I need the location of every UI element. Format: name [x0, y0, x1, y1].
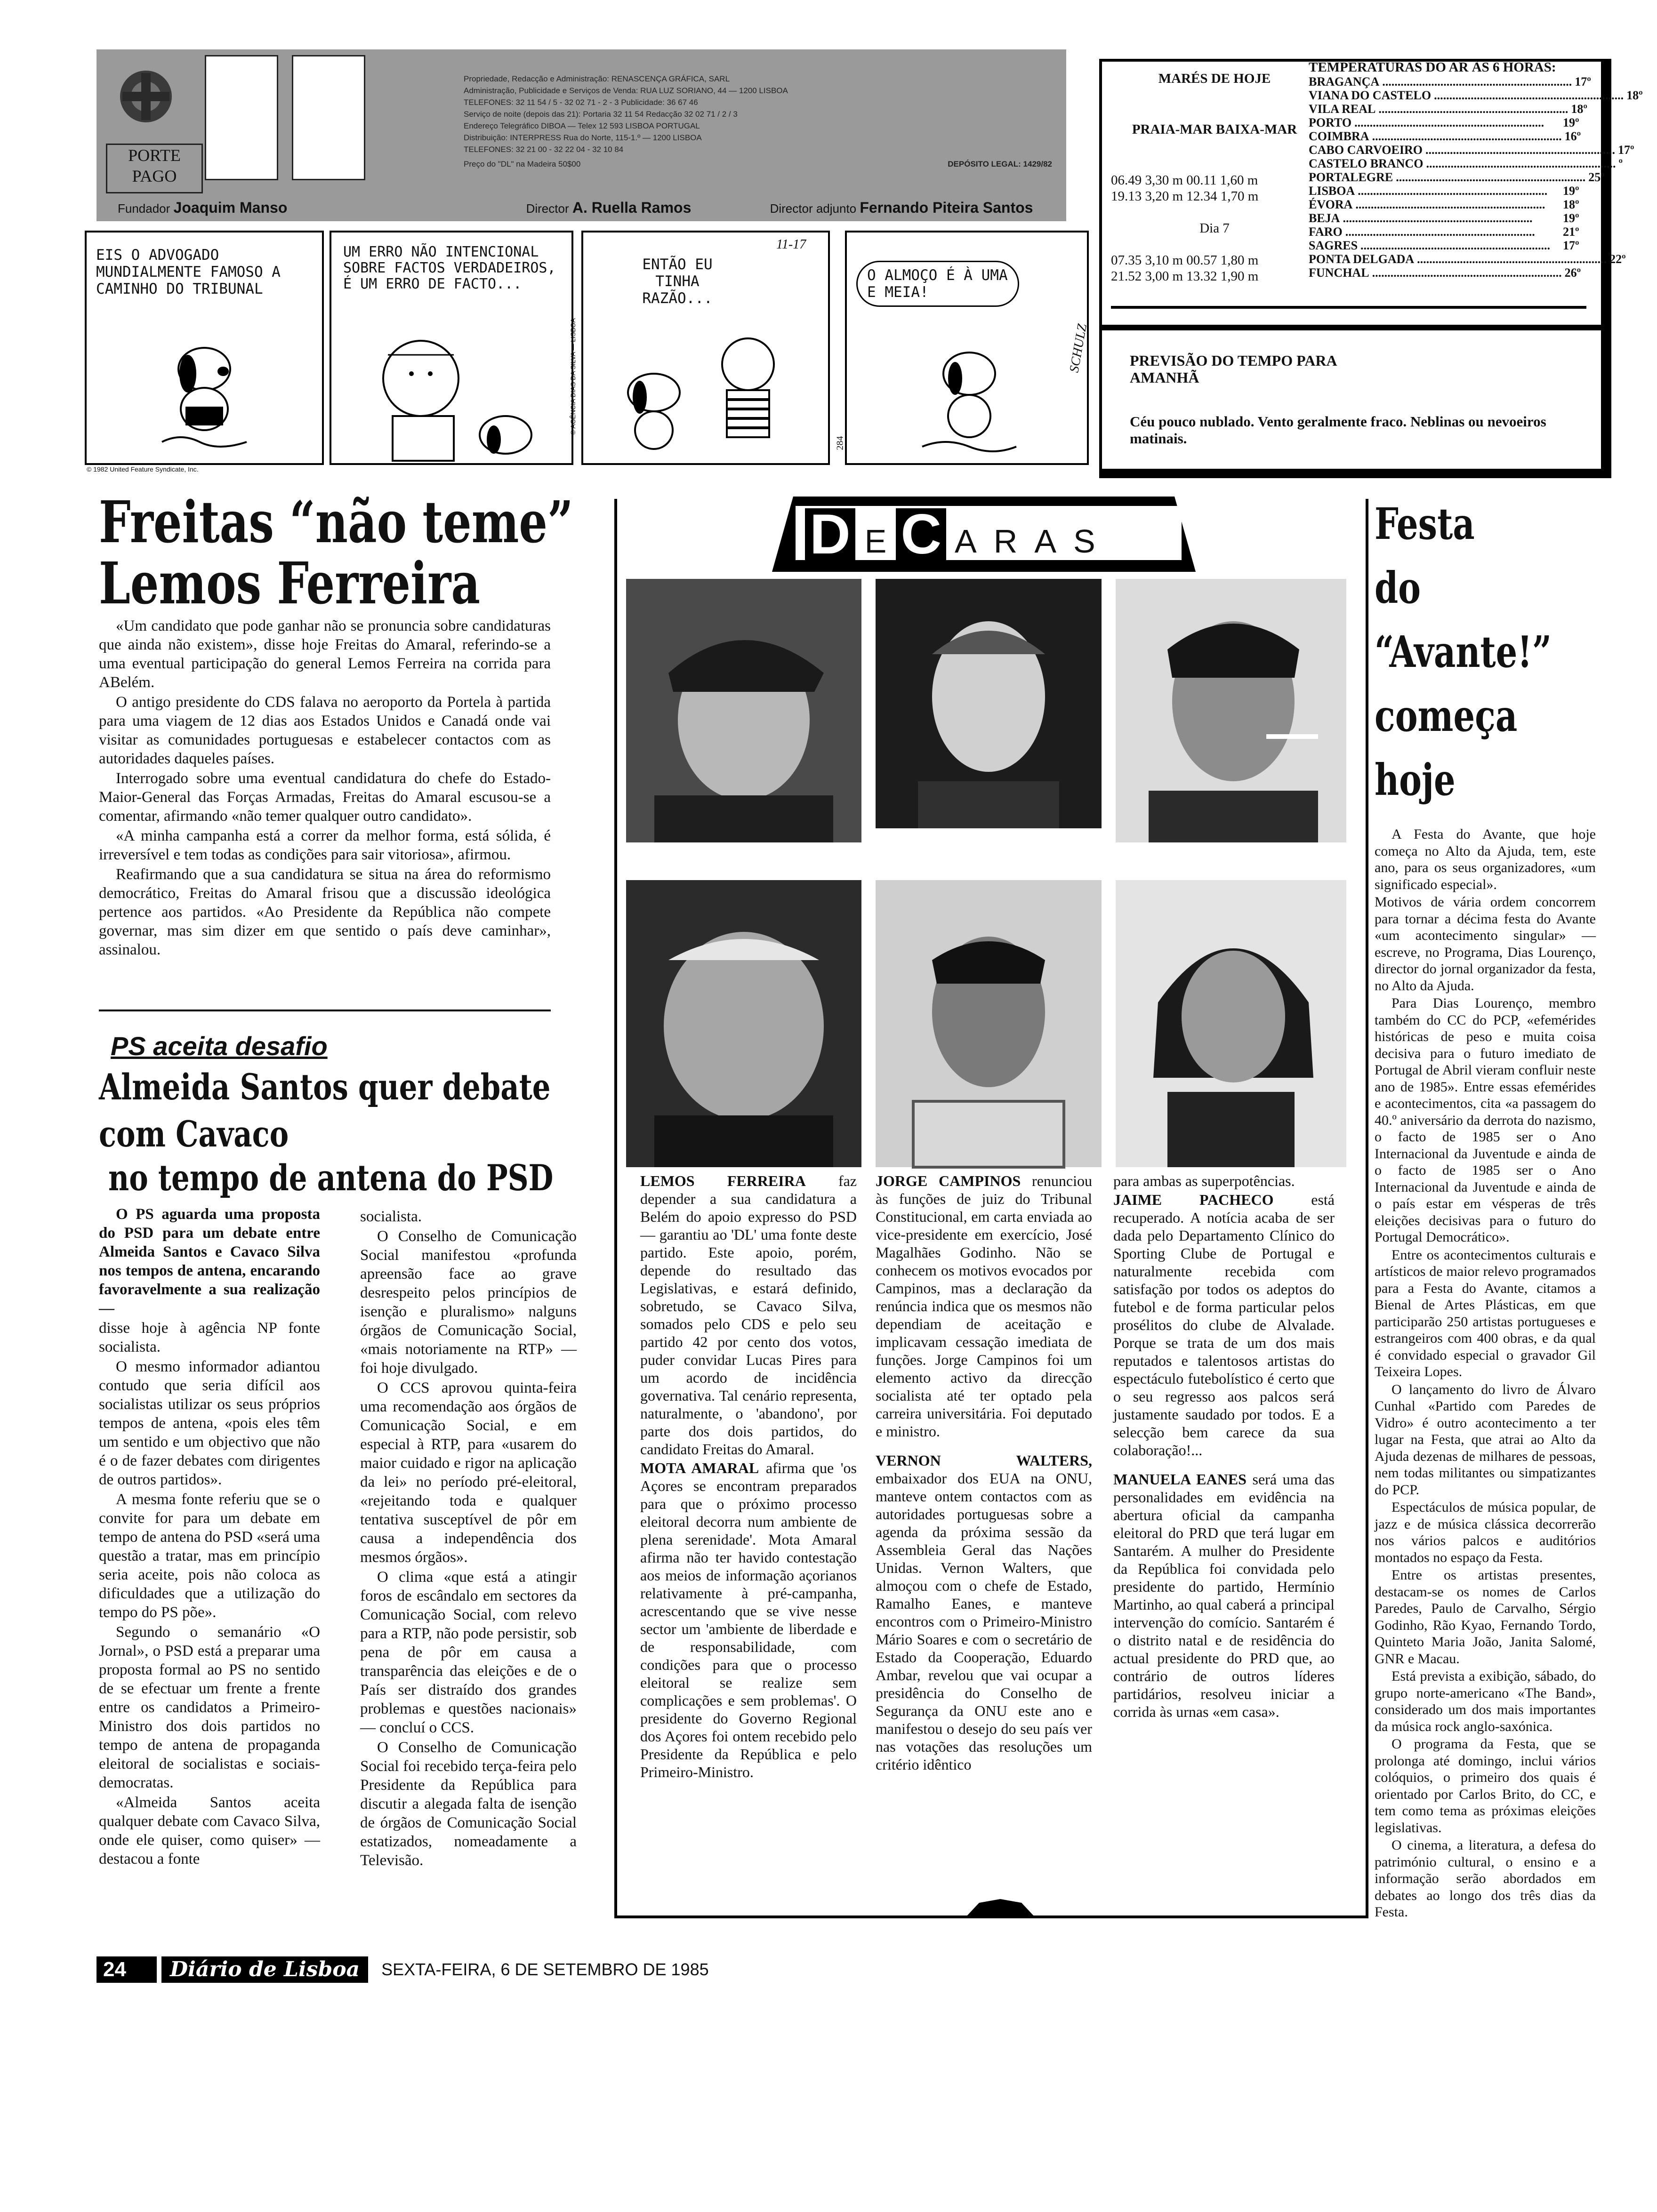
temperature-value: 19º [1563, 116, 1579, 129]
headline-line: “Avante!” [1375, 626, 1552, 677]
person-name: LEMOS FERREIRA [640, 1172, 806, 1189]
paragraph: O CCS aprovou quinta-feira uma recomendação aos órgãos de Comunicação Social, e em especial à RTP, para «usarem do maior cuidado e rigor na aplicação da lei» no período pré-eleitoral, «rejeitando toda e qualquer tentativa susceptível de pôr em causa a independência dos mesmos órgãos». [360, 1379, 577, 1566]
leader-dots: .............................................................. [1378, 102, 1569, 116]
temperature-value: 17º [1617, 143, 1634, 157]
paragraph: «A minha campanha está a correr da melhor forma, está sólida, é irreversível e tem todas as condições para sair vitoriosa», afirmou. [99, 827, 551, 863]
freitas-body [99, 617, 551, 960]
city-name: LISBOA [1309, 184, 1355, 198]
lead: O PS aguarda uma proposta do PSD para um debate entre Almeida Santos e Cavaco Silva nos tempos de antena, encarando favoravelmente a sua realização — [99, 1206, 320, 1317]
photo-mota-amaral [626, 880, 861, 1167]
paragraph: «Almeida Santos aceita qualquer debate com Cavaco Silva, onde ele quiser, como quiser» — destacou a fonte [99, 1794, 320, 1867]
ps-kicker: PS aceita desafio [111, 1031, 328, 1061]
leader-dots: .............................................................. [1343, 211, 1533, 225]
temperature-row [1309, 252, 1626, 266]
snoopy-linus-icon [593, 322, 819, 458]
decaras-item: MANUELA EANES será uma das personalidades em evidência na abertura oficial da campanha eleitoral do PRD que terá lugar em Santarém. A mulher do Presidente da República foi convidada pelo presidente do partido, Hermínio Martinho, ao qual caberá a principal intervenção do comício. Santarém é o distrito natal e de residência do actual presidente do PRD que, ao contrário de outros líderes partidários, resolveu iniciar a corrida às urnas «em casa». [1113, 1471, 1335, 1720]
section-divider [99, 1010, 551, 1011]
temperature-row [1309, 88, 1643, 102]
comic-date: 11-17 [776, 237, 806, 252]
staff-line [118, 199, 1059, 216]
temperature-value: 25º [1588, 170, 1605, 184]
director-label: Director [526, 201, 569, 216]
person-name: MANUELA EANES [1113, 1471, 1247, 1488]
info-line: TELEFONES: 32 11 54 / 5 - 32 02 71 - 2 - 3 Publicidade: 36 67 46 [464, 98, 698, 107]
info-line: Endereço Telegráfico DIBOA — Telex 12 593 LISBOA PORTUGAL [464, 121, 700, 130]
photo-vernon-walters [876, 880, 1102, 1167]
headline-line: hoje [1375, 754, 1456, 805]
photo-lemos-ferreira [626, 579, 861, 842]
page-number: 24 [97, 1956, 157, 1983]
title-letter: E [864, 523, 887, 560]
pago-label: PAGO [132, 167, 177, 185]
temperature-value: º [1618, 157, 1623, 170]
paragraph: A Festa do Avante, que hoje começa no Alto da Ajuda, tem, este ano, para os seus organizadores, «um significado especial». [1375, 826, 1596, 892]
ps-column-2 [360, 1207, 577, 1871]
temperature-row [1309, 225, 1591, 239]
title-letter: S [1073, 523, 1095, 560]
leader-dots: .............................................................. [1417, 252, 1607, 266]
speech-bubble: ENTÃO EU TINHA RAZÃO... [642, 256, 713, 307]
linus-icon [360, 327, 548, 461]
city-name: BEJA [1309, 211, 1340, 225]
masthead-info [464, 73, 1052, 170]
temperature-row [1309, 239, 1591, 252]
comic-panel-2 [330, 231, 573, 465]
comic-panel-4 [845, 231, 1089, 465]
temperature-value: 17º [1575, 75, 1591, 88]
title-letter: D [805, 508, 855, 560]
forecast-box [1099, 325, 1611, 478]
speech-bubble: O ALMOÇO É À UMA E MEIA! [856, 261, 1019, 307]
comic-agency: © AGÊNCIA DIAS DA SILVA — LISBOA [569, 318, 577, 435]
city-name: FUNCHAL [1309, 266, 1369, 280]
leader-dots: .............................................................. [1360, 239, 1551, 252]
leader-dots: .............................................................. [1345, 225, 1535, 239]
paragraph: O lançamento do livro de Álvaro Cunhal «Partido com Paredes de Vidro» é outro acontecimento a ter lugar na Festa, que atrai ao Alto da Ajuda dezenas de milhares de pessoas, nem todas militantes ou simpatizantes do PCP. [1375, 1381, 1596, 1498]
temperature-row [1309, 143, 1634, 157]
snoopy-icon [917, 336, 1021, 454]
info-line: Propriedade, Redacção e Administração: RENASCENÇA GRÁFICA, SARL [464, 74, 730, 83]
deposito-legal: DEPÓSITO LEGAL: 1429/82 [948, 160, 1052, 168]
paragraph: Interrogado sobre uma eventual candidatura do chefe do Estado-Maior-General das Forças Armadas, Freitas do Amaral escusou-se a comentar, afirmando «não temer qualquer outro candidato». [99, 770, 551, 825]
paragraph: O antigo presidente do CDS falava no aeroporto da Portela à partida para uma viagem de 12 dias aos Estados Unidos e Canadá onde vai visitar as comunidades portuguesas e estabelecer contactos com as autoridades daqueles países. [99, 694, 551, 767]
person-name: MOTA AMARAL [640, 1459, 759, 1476]
paragraph: O Conselho de Comunicação Social foi recebido terça-feira pelo Presidente da República para discutir a alegada falta de isenção de órgãos de Comunicação Social estatizados, nomeadamente a Televisão. [360, 1739, 577, 1869]
temperature-row [1309, 198, 1591, 211]
weather-divider [1111, 306, 1586, 309]
city-name: VILA REAL [1309, 102, 1376, 116]
paragraph: O programa da Festa, que se prolonga até domingo, inclui vários colóquios, o primeiro dos quais é orientado por Carlos Brito, do CC, e tem como tema as próximas eleições legislativas. [1375, 1736, 1596, 1835]
city-name: CASTELO BRANCO [1309, 157, 1424, 170]
leader-dots: .............................................................. [1354, 116, 1544, 129]
porte-label: PORTE [128, 146, 181, 165]
lead-rest: disse hoje à agência NP fonte socialista. [99, 1320, 320, 1355]
city-name: VIANA DO CASTELO [1309, 88, 1432, 102]
decaras-item: LEMOS FERREIRA faz depender a sua candidatura a Belém do apoio expresso do PSD — garantiu ao 'DL' uma fonte deste partido. Este apoio, porém, depende do resultado das Legislativas, e estará definido, sobretudo, se Cavaco Silva, somados pelo CDS e pelo seu partido 42 por cento dos votos, puder convidar Lucas Pires para um acordo de incidência governativa. Tal cenário representa, naturalmente, o 'abandono', por parte dos dois partidos, do candidato Freitas do Amaral. [640, 1172, 857, 1458]
tides-row: 21.52 3,00 m 13.32 1,90 m [1111, 269, 1259, 284]
photo-jaime-pacheco [1116, 579, 1346, 842]
city-name: FARO [1309, 225, 1343, 239]
title-letter: A [1034, 523, 1057, 560]
title-letter: A [955, 523, 977, 560]
decaras-item: JAIME PACHECO está recuperado. A notícia acaba de ser dada pelo Departamento Clínico do Sporting Clube de Portugal e naturalmente recebida com satisfação por todos os adeptos do futebol e de forma particular pelos prosélitos do clube de Alvalade. Porque se trata de um dos mais reputados e talentosos artistas do espectáculo futebolístico é certo que o seu regresso aos palcos será justamente saudado por todos. E a selecção bem carece da sua colaboração!... [1113, 1191, 1335, 1459]
price-note: Preço do "DL" na Madeira 50$00 [464, 160, 581, 168]
fundador-name: Joaquim Manso [173, 199, 288, 216]
comic-panel-1 [85, 231, 324, 473]
tides-row: 06.49 3,30 m 00.11 1,60 m [1111, 173, 1258, 188]
headline-line: do [1375, 562, 1421, 613]
decaras-column-3 [1113, 1172, 1335, 1722]
paragraph: A mesma fonte referiu que se o convite for para um debate em tempo de antena do PSD «será uma questão a tratar, mas em princípio seria aceite, pois não coloca as dificuldades que a utilização do tempo do PS põe». [99, 1491, 320, 1621]
city-name: SAGRES [1309, 239, 1358, 252]
adjunto-name: Fernando Piteira Santos [860, 199, 1033, 216]
leader-dots: .............................................................. [1434, 88, 1624, 102]
paragraph: Segundo o semanário «O Jornal», o PSD está a preparar uma proposta formal ao PS no sentido de se efectuar um frente a frente entre os candidatos a Primeiro-Ministro dos dois partidos no tempo de antena de propaganda eleitoral de socialistas e sociais-democratas. [99, 1624, 320, 1791]
paragraph: «Um candidato que pode ganhar não se pronuncia sobre candidaturas que ainda não existem», disse hoje Freitas do Amaral, referindo-se a uma eventual participação do general Lemos Ferreira na corrida para ABelém. [99, 617, 551, 691]
paragraph: Entre os acontecimentos culturais e artísticos de maior relevo programados para a Festa do Avante, citamos a Bienal de Artes Plásticas, em que participarão 250 artistas portugueses e estrangeiros com 400 obras, e da qual é convidado especial o gravador Gil Teixeira Lopes. [1375, 1247, 1596, 1379]
paragraph: Motivos de vária ordem concorrem para tornar a décima festa do Avante «um acontecimento singular» — escreve, no Programa, Dias Lourenço, director do jornal organizador da festa, no Alto da Ajuda. [1375, 894, 1596, 994]
temperature-value: 19º [1563, 184, 1579, 198]
decaras-column-2 [876, 1172, 1092, 1774]
fundador-label: Fundador [118, 201, 170, 216]
decaras-item: para ambas as superpotências. [1113, 1172, 1295, 1189]
temperature-value: 18º [1626, 88, 1643, 102]
temperature-row [1309, 75, 1591, 88]
person-name: JAIME PACHECO [1113, 1191, 1274, 1208]
temperature-row [1309, 266, 1591, 280]
info-line: Administração, Publicidade e Serviços de Venda: RUA LUZ SORIANO, 44 — 1200 LISBOA [464, 86, 788, 95]
temperature-value: 18º [1571, 102, 1587, 116]
temperature-row [1309, 211, 1591, 225]
decaras-item: JORGE CAMPINOS renunciou às funções de juiz do Tribunal Constitucional, em carta enviada ao vice-presidente em exercício, José Magalhães Godinho. Não se conhecem os motivos evocados por Campinos, mas a declaração da renúncia indica que os mesmos não dependiam de aceitação e implicavam cessação imediata de funções. Jorge Campinos foi um elemento activo da direcção socialista até ter optado pela carreira universitária. Foi deputado e ministro. [876, 1172, 1092, 1440]
paper-name: Diário de Lisboa [161, 1956, 368, 1983]
temperatures-title: TEMPERATURAS DO AR ÀS 6 HORAS: [1309, 60, 1556, 75]
leader-dots: .............................................................. [1425, 143, 1615, 157]
person-name: JORGE CAMPINOS [876, 1172, 1021, 1189]
title-letter: R [993, 523, 1018, 560]
freitas-headline-1: Freitas “não teme” [99, 488, 573, 556]
temperature-value: 18º [1563, 198, 1579, 211]
porte-pago-stamp [106, 144, 203, 193]
temperature-value: 26º [1564, 266, 1581, 280]
leader-dots: .............................................................. [1372, 266, 1562, 280]
speech-bubble: UM ERRO NÃO INTENCIONAL SOBRE FACTOS VERDADEIROS, É UM ERRO DE FACTO... [343, 244, 556, 292]
temperature-row [1309, 102, 1591, 116]
decaras-column-1 [640, 1172, 857, 1782]
leader-dots: .............................................................. [1396, 170, 1586, 184]
ps-headline-2: com Cavaco [99, 1113, 289, 1155]
title-letter: C [896, 508, 946, 560]
temperatures-list [1309, 75, 1643, 280]
tides-day: Dia 7 [1199, 221, 1230, 236]
headline-line: Festa [1375, 498, 1475, 549]
coat-of-arms-icon [111, 64, 181, 129]
tides-title: MARÉS DE HOJE [1158, 71, 1271, 86]
photo-jorge-campinos [876, 579, 1102, 828]
ps-headline-3: no tempo de antena do PSD [108, 1157, 554, 1199]
temperature-row [1309, 157, 1623, 170]
paragraph: Para Dias Lourenço, membro também do CC do PCP, «efemérides históricas de peso e muita coisa decisiva para o futuro imediato de Portugal de Abril vieram confluir neste ano de 1985». Entre essas efemérides e acontecimentos, cita «a passagem do 40.º aniversário da derrota do nazismo, o facto de 1985 ser o Ano Internacional da Juventude e ainda de o facto de 1985 ser o Ano Internacional da Juventude e ainda de o país estar em vésperas de três eleições decisivas para o futuro do Portugal Democrático». [1375, 995, 1596, 1245]
city-name: PONTA DELGADA [1309, 252, 1415, 266]
temperature-value: 19º [1563, 211, 1579, 225]
temperature-value: 22º [1609, 252, 1626, 266]
paragraph: O mesmo informador adiantou contudo que seria difícil aos socialistas utilizar os seus próprios tempos de antena, «pois eles têm um sentido e um objectivo que não é o de fazer debates com dirigentes de outros partidos». [99, 1358, 320, 1488]
decaras-item: MOTA AMARAL afirma que 'os Açores se encontram preparados para que o próximo processo eleitoral decorra num ambiente de plena serenidade'. Mota Amaral afirma não ter havido contestação aos meios de informação açorianos relativamente à pré-campanha, acrescentando que se vive nesse sector um 'ambiente de liberdade e de responsabilidade, com condições para que o processo eleitoral se realize sem complicações e sem problemas'. O presidente do Governo Regional dos Açores foi ontem recebido pelo Presidente da República e pelo Primeiro-Ministro. [640, 1459, 857, 1780]
city-name: BRAGANÇA [1309, 75, 1380, 88]
city-name: COIMBRA [1309, 129, 1369, 143]
temperature-value: 16º [1564, 129, 1581, 143]
comic-strip [85, 231, 1090, 475]
paragraph: Espectáculos de música popular, de jazz e de música clássica decorrerão nos vários palcos e auditórios montados no espaço da Festa. [1375, 1499, 1596, 1565]
temperature-row [1309, 116, 1591, 129]
temperature-row [1309, 170, 1605, 184]
city-name: ÉVORA [1309, 198, 1353, 211]
decaras-item: VERNON WALTERS, embaixador dos EUA na ONU, manteve ontem contactos com as autoridades portuguesas sobre a agenda da próxima sessão da Assembleia Geral das Nações Unidas. Vernon Walters, que almoçou com o chefe de Estado, Ramalho Eanes, e manteve encontros com o Primeiro-Ministro Mário Soares e com o secretário de Estado da Cooperação, Eduardo Ambar, revelou que vai ocupar a presidência do Conselho de Segurança da ONU este ano e manifestou o desejo do seu país ver nas votações das resoluções um critério idêntico [876, 1452, 1092, 1773]
leader-dots: .............................................................. [1358, 184, 1548, 198]
city-name: PORTO [1309, 116, 1352, 129]
leader-dots: .............................................................. [1426, 157, 1616, 170]
logo-block-1 [205, 55, 278, 180]
paragraph: Entre os artistas presentes, destacam-se os nomes de Carlos Paredes, Paulo de Carvalho, Sérgio Godinho, Rão Kyao, Fernando Tordo, Quinteto Maria João, Janita Salomé, GNR e Macau. [1375, 1567, 1596, 1667]
forecast-text: Céu pouco nublado. Vento geralmente fraco. Neblinas ou nevoeiros matinais. [1130, 413, 1546, 447]
tides-row: 07.35 3,10 m 00.57 1,80 m [1111, 253, 1259, 268]
city-name: PORTALEGRE [1309, 170, 1393, 184]
info-line: Distribuição: INTERPRESS Rua do Norte, 115-1.º — 1200 LISBOA [464, 133, 702, 142]
adjunto-label: Director adjunto [770, 201, 857, 216]
comic-signature: SCHULZ [1067, 322, 1090, 374]
ps-column-1 [99, 1205, 320, 1869]
tides-subtitle: PRAIA-MAR BAIXA-MAR [1132, 122, 1297, 137]
ps-headline-1: Almeida Santos quer debate [99, 1066, 551, 1108]
issue-date: SEXTA-FEIRA, 6 DE SETEMBRO DE 1985 [381, 1960, 709, 1979]
footer [97, 1956, 709, 1984]
comic-copyright: © 1982 United Feature Syndicate, Inc. [87, 465, 199, 473]
temperature-value: 21º [1563, 225, 1579, 239]
tides-panel [1111, 71, 1318, 284]
tides-row: 19.13 3,20 m 12.34 1,70 m [1111, 189, 1259, 204]
temperature-row [1309, 129, 1591, 143]
comic-panel-3 [569, 231, 830, 465]
paragraph: O Conselho de Comunicação Social manifestou «profunda apreensão face ao grave desrespeito pelos princípios de isenção e pluralismo» nalguns órgãos de Comunicação Social, «mais notoriamente na RTP» — foi hoje divulgado. [360, 1228, 577, 1377]
paragraph: Reafirmando que a sua candidatura se situa na área do reformismo democrático, Freitas do Amaral frisou que a discussão ideológica pertence aos partidos. «Ao Presidente da República não compete governar, mas sim dizer em que sentido o país deve caminhar», assinalou. [99, 866, 551, 958]
festa-body [1375, 826, 1596, 1922]
snoopy-icon [153, 327, 256, 449]
temperatures-panel [1309, 60, 1643, 280]
temperature-value: 17º [1563, 239, 1579, 252]
paragraph: O cinema, a literatura, a defesa do património cultural, o ensino e a informação serão abordados em debates ao longo dos três dias da Festa. [1375, 1837, 1596, 1920]
festa-headline [1375, 492, 1552, 812]
temperature-row [1309, 184, 1591, 198]
photo-manuela-eanes [1116, 880, 1346, 1167]
paragraph: socialista. [360, 1208, 422, 1225]
director-name: A. Ruella Ramos [572, 199, 692, 216]
comic-number: 284 [835, 436, 845, 450]
leader-dots: .............................................................. [1372, 129, 1562, 143]
city-name: CABO CARVOEIRO [1309, 143, 1423, 157]
freitas-headline-2: Lemos Ferreira [99, 549, 480, 617]
headline-line: começa [1375, 690, 1518, 741]
person-name: VERNON WALTERS, [876, 1452, 1092, 1469]
decaras-title [796, 503, 1182, 566]
logo-block-2 [292, 55, 365, 180]
leader-dots: .............................................................. [1355, 198, 1545, 211]
forecast-title: PREVISÃO DO TEMPO PARA AMANHÃ [1130, 352, 1336, 386]
info-line: TELEFONES: 32 21 00 - 32 22 04 - 32 10 84 [464, 145, 624, 154]
paragraph: Está prevista a exibição, sábado, do grupo norte-americano «The Band», considerado um dos mais importantes da música rock anglo-saxónica. [1375, 1668, 1596, 1734]
info-line: Serviço de noite (depois das 21): Portaria 32 11 54 Redacção 32 02 71 / 2 / 3 [464, 110, 738, 119]
speech-bubble: EIS O ADVOGADO MUNDIALMENTE FAMOSO A CAMINHO DO TRIBUNAL [96, 247, 281, 297]
leader-dots: .............................................................. [1382, 75, 1572, 88]
masthead [97, 49, 1066, 221]
paragraph: O clima «que está a atingir foros de escândalo em sectores da Comunicação Social, com relevo para a RTP, não pode persistir, sob pena de pôr em causa a transparência das eleições e de o País ser distraído dos grandes problemas e questões nacionais» — concluí o CCS. [360, 1569, 577, 1736]
